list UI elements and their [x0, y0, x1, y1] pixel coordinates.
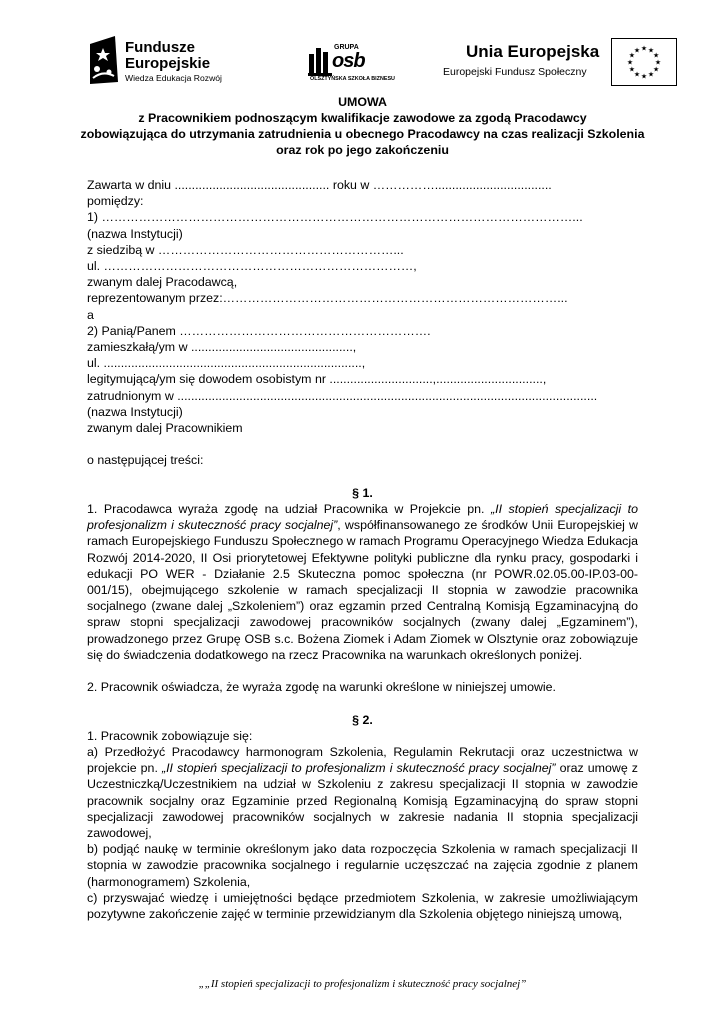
parties-line: pomiędzy: [87, 194, 144, 209]
doc-subtitle-line2: zobowiązująca do utrzymania zatrudnienia u obecnego Pracodawcy na czas realizacji Szkolenia [80, 127, 645, 141]
parties-line: Zawarta w dniu ............................................. roku w …………….................................. [87, 178, 552, 192]
eu-star-icon: ★ [647, 47, 655, 55]
fe-line3: Wiedza Edukacja Rozwój [125, 73, 222, 83]
page-footer: „„II stopień specjalizacji to profesjonalizm i skuteczność pracy socjalnej” [198, 978, 527, 990]
eu-star-icon: ★ [652, 66, 660, 74]
parties-line: zatrudnionym w .......................................................................................................................... [87, 388, 598, 403]
eu-star-icon: ★ [633, 71, 641, 79]
intro-line: o następującej treści: [87, 453, 204, 468]
parties-line: zwanym dalej Pracownikiem [87, 421, 243, 436]
doc-title: UMOWA [338, 95, 387, 109]
section-1-paragraph-2: 2. Pracownik oświadcza, że wyraża zgodę na warunki określone w niniejszej umowie. [87, 680, 556, 695]
ue-subtitle: Europejski Fundusz Społeczny [443, 66, 587, 78]
eu-star-icon: ★ [652, 52, 660, 60]
eu-star-icon: ★ [654, 59, 662, 67]
parties-line: reprezentowanym przez:………………………………………………………………………... [87, 291, 568, 306]
eu-star-icon: ★ [647, 71, 655, 79]
document-body [87, 177, 638, 922]
parties-line: 1) ……………………………………………………………………………………………………... [87, 210, 583, 225]
section-1-heading: § 1. [352, 485, 373, 500]
fe-star-icon [87, 36, 121, 84]
parties-line: z siedzibą w …………………………………………………... [87, 242, 404, 257]
osb-building-icon [308, 44, 334, 76]
section-2-item-c: c) przyswajać wiedzę i umiejętności będące przedmiotem Szkolenia, w zakresie umożliwiającym pozytywne zakończenie zajęć w terminie przewidzianym dla Szkolenia objętego niniejszą umową, [87, 890, 638, 922]
section-2-heading: § 2. [352, 712, 373, 727]
parties-line: (nazwa Instytucji) [87, 226, 183, 241]
section-2-paragraph-1: 1. Pracownik zobowiązuje się: [87, 728, 253, 743]
ue-title: Unia Europejska [466, 42, 600, 61]
parties-line: ul. ..........................................................................., [87, 356, 366, 371]
eu-star-icon: ★ [628, 52, 636, 60]
eu-star-icon: ★ [640, 73, 648, 81]
parties-line: legitymującą/ym się dowodem osobistym nr ..............................,..............................., [87, 372, 547, 387]
grupa-osb-logo [306, 40, 398, 86]
eu-star-icon: ★ [628, 66, 636, 74]
section-2-item-b: b) podjąć naukę w terminie określonym jako data rozpoczęcia Szkolenia w ramach specjalizacji II stopnia w zawodzie pracownika socjalnego i regularnie uczęszczać na zajęcia zgodnie z planem (harmonogramem) Szkolenia, [87, 842, 638, 889]
parties-line: zamieszkałą/ym w ..............................................., [87, 340, 357, 355]
parties-line: zwanym dalej Pracodawcą, [87, 275, 238, 290]
eu-star-icon: ★ [633, 47, 641, 55]
doc-subtitle-line3: oraz rok po jego zakończeniu [276, 143, 449, 157]
parties-line: (nazwa Instytucji) [87, 404, 183, 419]
osb-top-text: GRUPA [334, 44, 359, 51]
parties-line: a [87, 307, 94, 322]
fundusze-europejskie-logo [87, 36, 247, 86]
section-2-item-a: a) Przedłożyć Pracodawcy harmonogram Szkolenia, Regulamin Rekrutacji oraz uczestnictwa w projekcie pn. „II stopień specjalizacji to profesjonalizm i skuteczność pracy socjalnej” oraz umowę z Uczestniczką/Uczestnikiem na udział w Szkoleniu z zakresu specjalizacji II stopnia w zawodzie pracownik socjalny oraz Egzaminie przed Regionalną Komisją Egzaminacyjną do spraw stopni specjalizacji zawodowej pracowników socjalnych w zakresie nadania II stopnia specjalizacji zawodowej, [87, 745, 639, 841]
fe-line1: Fundusze [125, 39, 195, 56]
fe-line2: Europejskie [125, 55, 211, 72]
eu-flag-icon [611, 38, 677, 86]
eu-star-icon: ★ [640, 45, 648, 53]
parties-line: ul. …………………………………………………………………, [87, 259, 417, 274]
eu-star-icon: ★ [626, 59, 634, 67]
doc-subtitle-line1: z Pracownikiem podnoszącym kwalifikacje zawodowe za zgodą Pracodawcy [138, 111, 587, 125]
osb-main-text: osb [332, 50, 365, 72]
section-1-paragraph-1: 1. Pracodawca wyraża zgodę na udział Pracownika w Projekcie pn. „II stopień specjalizacji to profesjonalizm i skuteczność pracy socjalnej”, współfinansowanego ze środków Unii Europejskiej w ramach Europejskiego Funduszu Społecznego w ramach Programu Operacyjnego Wiedza Edukacja Rozwój 2014-2020, II Osi priorytetowej Efektywne polityki publiczne dla rynku pracy, gospodarki i edukacji PO WER - Działanie 2.5 Skuteczna pomoc społeczna (nr POWR.02.05.00-IP.03-00-001/15), obejmującego szkolenie w ramach specjalizacji II stopnia w zawodzie pracownika socjalnego (zwane dalej „Szkoleniem”) oraz egzamin przed Centralną Komisją Egzaminacyjną do spraw stopni specjalizacji zawodowej pracowników socjalnych (zwany dalej „Egzaminem”), prowadzonego przez Grupę OSB s.c. Bożena Ziomek i Adam Ziomek w Olsztynie oraz zobowiązuje się do świadczenia dodatkowego na rzecz Pracownika na warunkach określonych poniżej. [87, 502, 638, 662]
parties-line: 2) Panią/Panem ……………………………………………………. [87, 323, 431, 338]
osb-bottom-text: OLSZTYŃSKA SZKOŁA BIZNESU [310, 76, 395, 82]
